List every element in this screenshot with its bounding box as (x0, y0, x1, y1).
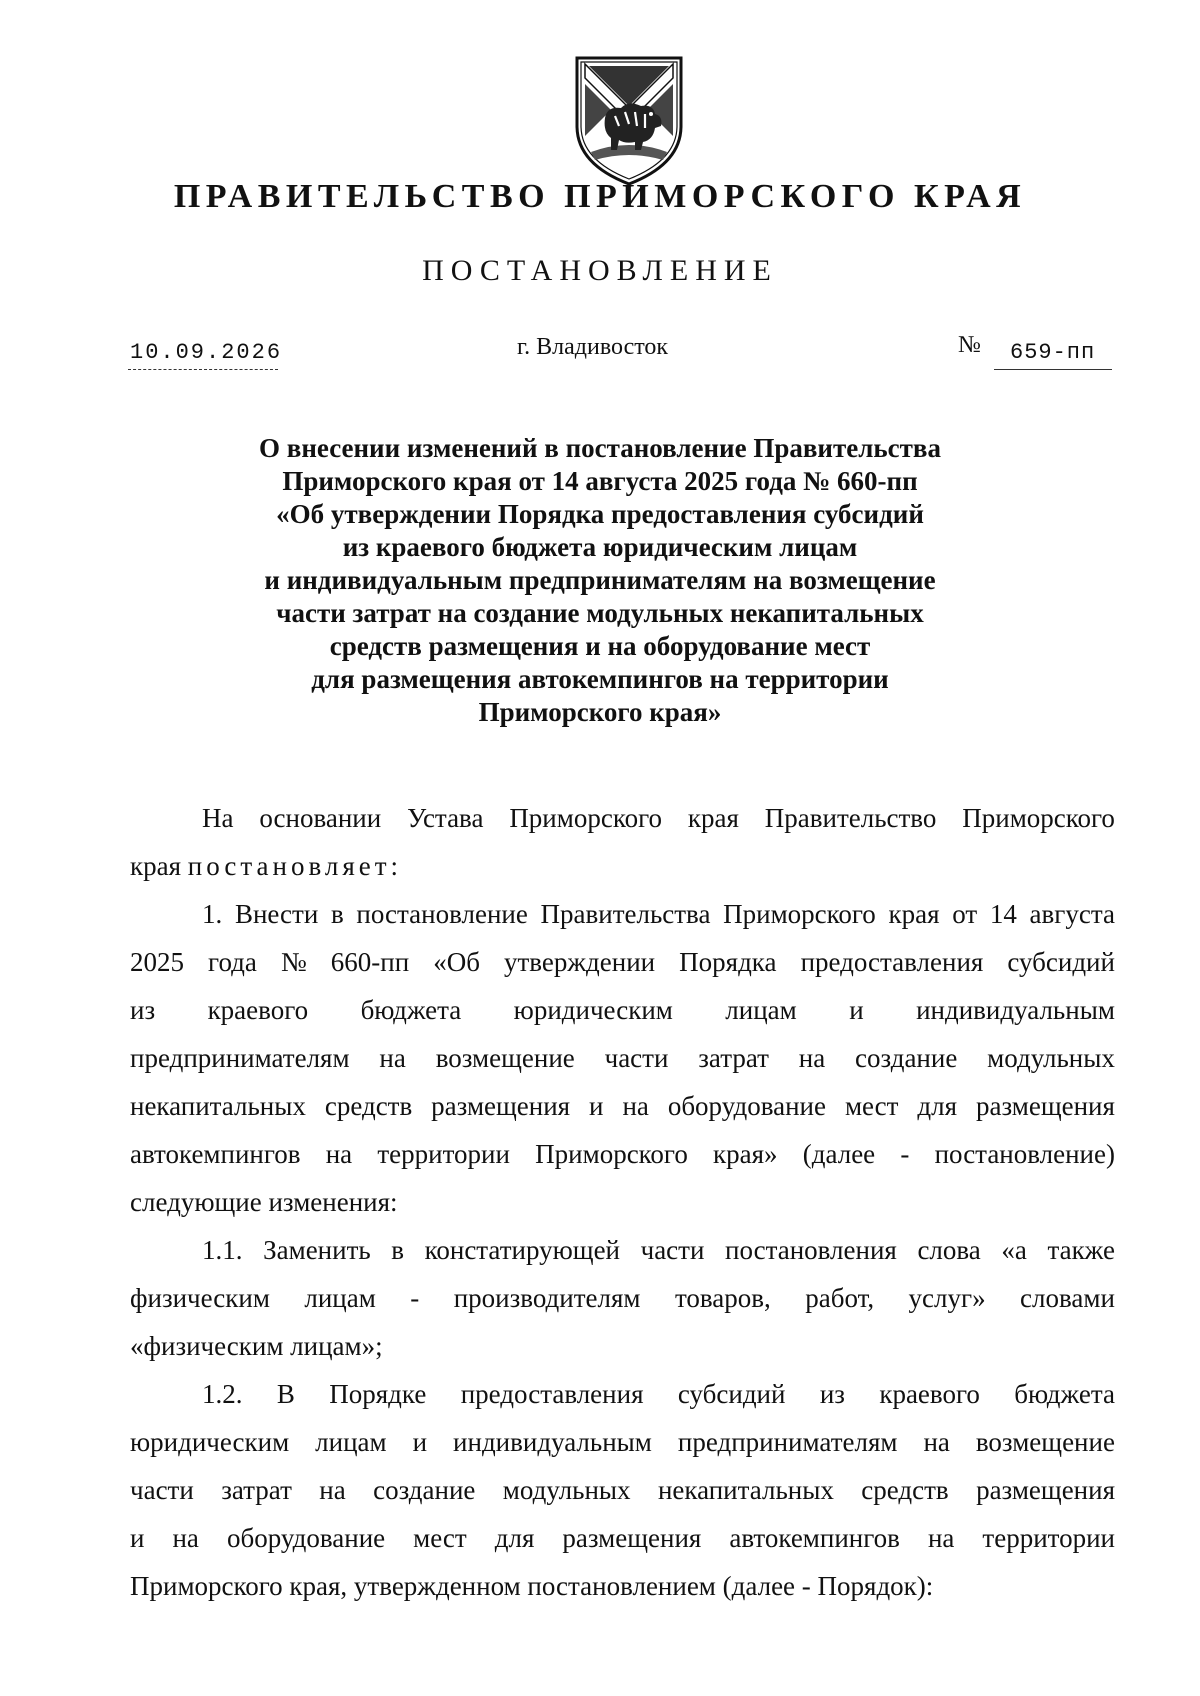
body-line: Приморского края, утвержденном постановлением (далее - Порядок): (130, 1571, 934, 1601)
body-word: возмещение (435, 1043, 575, 1073)
body-word: - (900, 1139, 910, 1169)
body-word: края (687, 803, 739, 833)
coat-of-arms-emblem (571, 56, 687, 186)
body-word: Приморского (535, 1139, 688, 1169)
body-line (130, 1370, 1115, 1418)
body-word: территории (982, 1523, 1115, 1553)
body-line (130, 1082, 1115, 1130)
body-word: слова (917, 1235, 981, 1265)
body-word: затрат (221, 1475, 292, 1505)
body-word: края» (713, 1139, 778, 1169)
body-word: из (819, 1379, 845, 1409)
body-word: Заменить (263, 1235, 371, 1265)
body-word: на (172, 1523, 199, 1553)
registration-number: 659-пп (1010, 340, 1096, 365)
body-word: на (379, 1043, 406, 1073)
body-word: территории (377, 1139, 510, 1169)
body-line: следующие изменения: (130, 1187, 398, 1217)
body-word: «а (1001, 1235, 1027, 1265)
body-word: автокемпингов (729, 1523, 900, 1553)
body-word: словами (1020, 1283, 1115, 1313)
body-word: средств (324, 1091, 413, 1121)
body-word: 660-пп (330, 947, 410, 977)
body-word: мест (844, 1091, 899, 1121)
body-word: возмещение (975, 1427, 1115, 1457)
body-line (130, 986, 1115, 1034)
body-word: субсидий (677, 1379, 786, 1409)
body-word: предоставления (460, 1379, 644, 1409)
body-word: предпринимателям (130, 1043, 350, 1073)
body-word: на (319, 1475, 346, 1505)
body-word: 2025 (130, 947, 184, 977)
body-word: юридическим (130, 1427, 290, 1457)
body-word: августа (1029, 899, 1115, 929)
body-word: края (888, 899, 940, 929)
registration-date: 10.09.2026 (130, 340, 283, 365)
body-word: 1. (202, 899, 223, 929)
body-word: мест (413, 1523, 467, 1553)
document-body (130, 794, 1115, 1610)
body-word: модульных (987, 1043, 1115, 1073)
body-word: Правительства (540, 899, 711, 929)
body-word: (далее (802, 1139, 876, 1169)
body-word: и (849, 995, 864, 1025)
heading-line: средств размещения и на оборудование мест (329, 631, 871, 661)
body-word: создание (855, 1043, 958, 1073)
body-word: утверждении (504, 947, 656, 977)
body-word: бюджета (360, 995, 462, 1025)
body-word: Порядке (329, 1379, 427, 1409)
body-word: «Об (433, 947, 480, 977)
body-line (130, 794, 1115, 842)
body-word: индивидуальным (453, 1427, 652, 1457)
body-word: создание (373, 1475, 476, 1505)
body-word: 1.1. (202, 1235, 243, 1265)
body-word: производителям (453, 1283, 641, 1313)
body-line (130, 1514, 1115, 1562)
body-word: части (130, 1475, 194, 1505)
body-word: некапитальных (657, 1475, 834, 1505)
body-line (130, 1418, 1115, 1466)
body-line (130, 842, 1115, 890)
body-word: для (494, 1523, 535, 1553)
body-line (130, 1466, 1115, 1514)
body-line (130, 1226, 1115, 1274)
heading-line: из краевого бюджета юридическим лицам (342, 532, 858, 562)
body-word: лицам (315, 1427, 387, 1457)
body-word: краевого (207, 995, 309, 1025)
registration-city: г. Владивосток (517, 334, 669, 360)
body-word: индивидуальным (916, 995, 1115, 1025)
date-underline (128, 369, 278, 370)
body-word: Приморского (723, 899, 876, 929)
body-word: Порядка (679, 947, 777, 977)
body-word: части (640, 1235, 705, 1265)
body-word: Устава (407, 803, 484, 833)
body-word: некапитальных (130, 1091, 306, 1121)
body-word: Приморского (962, 803, 1115, 833)
body-word: лицам (304, 1283, 376, 1313)
body-word: бюджета (1014, 1379, 1115, 1409)
body-word: части (604, 1043, 669, 1073)
body-word: услуг» (908, 1283, 986, 1313)
heading-line: Приморского края от 14 августа 2025 года № 660-пп (282, 466, 918, 496)
body-word: на (927, 1523, 955, 1553)
heading-line: Приморского края» (478, 697, 722, 727)
body-word: товаров, (674, 1283, 771, 1313)
body-word: размещения (975, 1091, 1115, 1121)
body-word: № (280, 947, 307, 977)
body-word: лицам (725, 995, 797, 1025)
body-word: для (917, 1091, 958, 1121)
heading-line: и индивидуальным предпринимателям на возмещение (264, 565, 936, 595)
body-word: предоставления (800, 947, 984, 977)
body-word: В (276, 1379, 295, 1409)
body-word: на (923, 1427, 950, 1457)
body-word: и (412, 1427, 428, 1457)
body-word: краевого (879, 1379, 980, 1409)
heading-line: О внесении изменений в постановление Правительства (259, 433, 941, 463)
body-word: основании (259, 803, 382, 833)
document-type: ПОСТАНОВЛЕНИЕ (422, 254, 778, 287)
body-word: средств (861, 1475, 949, 1505)
body-text: края (130, 851, 188, 881)
body-word: размещения (431, 1091, 571, 1121)
body-word: работ, (805, 1283, 875, 1313)
body-word: постановление (356, 899, 528, 929)
body-word: констатирующей (424, 1235, 621, 1265)
body-word: в (330, 899, 344, 929)
body-word: из (130, 995, 156, 1025)
body-word: затрат (698, 1043, 769, 1073)
body-word: также (1047, 1235, 1115, 1265)
heading-line: части затрат на создание модульных некапитальных (276, 598, 924, 628)
number-sign: № (958, 332, 981, 358)
body-line (130, 1130, 1115, 1178)
body-line (130, 938, 1115, 986)
body-word: от (952, 899, 978, 929)
heading-line: для размещения автокемпингов на территории (311, 664, 889, 694)
number-underline (994, 369, 1112, 370)
body-word: физическим (130, 1283, 270, 1313)
body-line (130, 1034, 1115, 1082)
body-word: в (391, 1235, 405, 1265)
organization-title: ПРАВИТЕЛЬСТВО ПРИМОРСКОГО КРАЯ (173, 178, 1027, 215)
body-word: и (589, 1091, 604, 1121)
body-word: оборудование (226, 1523, 386, 1553)
body-word: года (208, 947, 257, 977)
body-word: 1.2. (202, 1379, 243, 1409)
body-word: модульных (502, 1475, 631, 1505)
body-word: - (410, 1283, 420, 1313)
body-word: Внести (234, 899, 319, 929)
body-word: оборудование (667, 1091, 826, 1121)
body-word: субсидий (1007, 947, 1115, 977)
document-heading (150, 432, 1050, 729)
body-word: размещения (562, 1523, 702, 1553)
body-word: На (202, 803, 234, 833)
body-word: 14 (989, 899, 1017, 929)
body-word: автокемпингов (130, 1139, 301, 1169)
body-word: постановления (725, 1235, 897, 1265)
body-word: на (798, 1043, 826, 1073)
body-word: постановление) (934, 1139, 1115, 1169)
body-line: «физическим лицам»; (130, 1331, 383, 1361)
emphasized-word: постановляет: (187, 851, 403, 881)
body-line (130, 1274, 1115, 1322)
body-word: предпринимателям (677, 1427, 898, 1457)
body-word: юридическим (513, 995, 673, 1025)
body-word: на (622, 1091, 649, 1121)
body-word: размещения (976, 1475, 1115, 1505)
body-word: Приморского (509, 803, 662, 833)
body-word: и (130, 1523, 145, 1553)
heading-line: «Об утверждении Порядка предоставления субсидий (276, 499, 924, 529)
body-word: Правительство (764, 803, 937, 833)
body-word: на (325, 1139, 353, 1169)
body-line (130, 890, 1115, 938)
